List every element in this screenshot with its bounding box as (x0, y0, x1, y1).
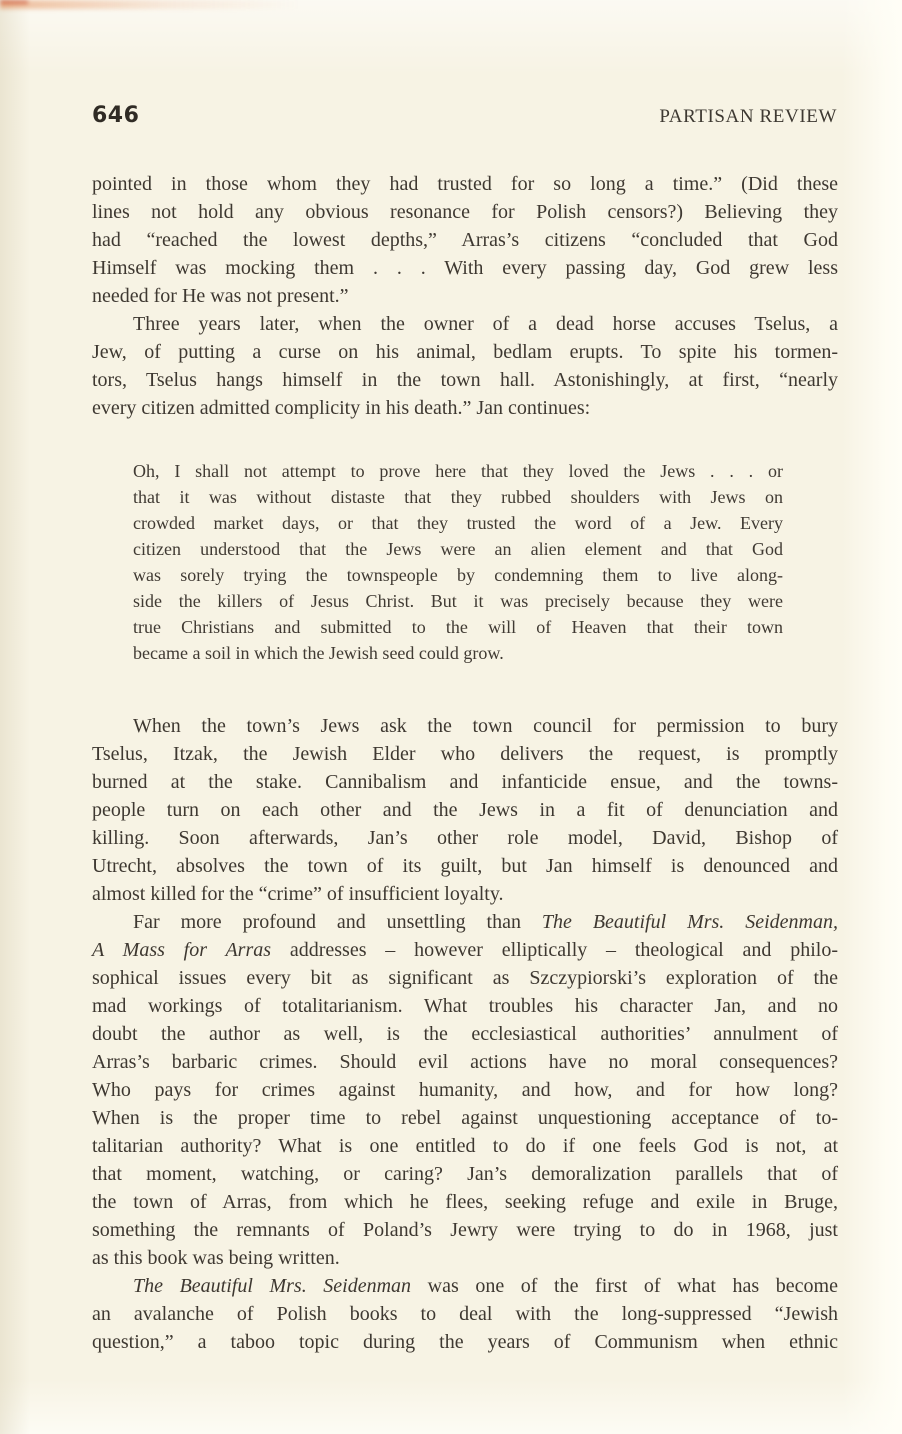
text-run: burned at the stake. Cannibalism and infanticide ensue, and the towns- (92, 771, 838, 793)
paragraph (92, 1272, 838, 1356)
text-line (92, 394, 838, 422)
journal-title: PARTISAN REVIEW (659, 106, 837, 127)
text-line (92, 1104, 838, 1132)
text-run: When is the proper time to rebel against unquestioning acceptance of to- (92, 1107, 838, 1129)
text-run: that moment, watching, or caring? Jan’s demoralization parallels that of (92, 1163, 838, 1185)
paragraph (92, 712, 838, 908)
text-run: Himself was mocking them . . . With every passing day, God grew less (92, 257, 838, 279)
text-line (92, 1020, 838, 1048)
text-line (92, 712, 838, 740)
text-run: When the town’s Jews ask the town council for permission to bury (133, 715, 838, 737)
text-line (92, 1188, 838, 1216)
page-number: 646 (92, 103, 140, 128)
text-run: talitarian authority? What is one entitled to do if one feels God is not, at (92, 1135, 838, 1157)
text-run: side the killers of Jesus Christ. But it was precisely because they were (133, 591, 783, 611)
text-line (92, 1132, 838, 1160)
text-line (92, 366, 838, 394)
text-line (92, 254, 838, 282)
text-line (92, 992, 838, 1020)
text-run: pointed in those whom they had trusted for so long a time.” (Did these (92, 173, 838, 195)
text-run: had “reached the lowest depths,” Arras’s citizens “concluded that God (92, 229, 838, 251)
text-run: doubt the author as well, is the ecclesiastical authorities’ annulment of (92, 1023, 838, 1045)
text-line (92, 282, 838, 310)
text-line (92, 768, 838, 796)
text-run: became a soil in which the Jewish seed could grow. (133, 643, 504, 663)
page-body (92, 170, 838, 1356)
text-line (92, 852, 838, 880)
text-line (133, 536, 783, 562)
text-line (92, 198, 838, 226)
italic-text-run: A Mass for Arras (92, 939, 272, 961)
text-line (133, 458, 783, 484)
text-line (92, 1272, 838, 1300)
text-run: as this book was being written. (92, 1247, 340, 1269)
text-line (92, 936, 838, 964)
text-line (92, 880, 838, 908)
text-line (92, 908, 838, 936)
text-line (133, 588, 783, 614)
text-line (92, 338, 838, 366)
text-line (92, 1216, 838, 1244)
text-run: the town of Arras, from which he flees, seeking refuge and exile in Bruge, (92, 1191, 838, 1213)
text-run: was sorely trying the townspeople by condemning them to live along- (133, 565, 783, 585)
text-line (92, 1328, 838, 1356)
text-run: something the remnants of Poland’s Jewry were trying to do in 1968, just (92, 1219, 838, 1241)
text-run: that it was without distaste that they rubbed shoulders with Jews on (133, 487, 783, 507)
text-line (92, 170, 838, 198)
text-run: mad workings of totalitarianism. What troubles his character Jan, and no (92, 995, 838, 1017)
text-run: almost killed for the “crime” of insufficient loyalty. (92, 883, 504, 905)
text-run: people turn on each other and the Jews in a fit of denunciation and (92, 799, 838, 821)
text-line (92, 1160, 838, 1188)
text-run: Tselus, Itzak, the Jewish Elder who delivers the request, is promptly (92, 743, 838, 765)
text-run: Who pays for crimes against humanity, and how, and for how long? (92, 1079, 838, 1101)
text-line (92, 1300, 838, 1328)
text-run: killing. Soon afterwards, Jan’s other role model, David, Bishop of (92, 827, 838, 849)
text-run: sophical issues every bit as significant as Szczypiorski’s exploration of the (92, 967, 838, 989)
text-line (92, 226, 838, 254)
text-run: needed for He was not present.” (92, 285, 349, 307)
running-head (92, 103, 838, 131)
text-line (92, 1076, 838, 1104)
paragraph (92, 908, 838, 1272)
text-run: true Christians and submitted to the will of Heaven that their town (133, 617, 783, 637)
scan-edge-artifact (0, 0, 300, 9)
text-line (92, 310, 838, 338)
text-run: Oh, I shall not attempt to prove here that they loved the Jews . . . or (133, 461, 783, 481)
text-run: lines not hold any obvious resonance for Polish censors?) Believing they (92, 201, 838, 223)
text-run: Jew, of putting a curse on his animal, bedlam erupts. To spite his tormen- (92, 341, 838, 363)
text-line (92, 964, 838, 992)
text-line (92, 740, 838, 768)
text-run: Utrecht, absolves the town of its guilt, but Jan himself is denounced and (92, 855, 838, 877)
text-line (133, 510, 783, 536)
paragraph (92, 310, 838, 422)
text-line (133, 640, 783, 666)
text-run: an avalanche of Polish books to deal with the long-suppressed “Jewish (92, 1303, 838, 1325)
text-run: Far more profound and unsettling than (133, 911, 542, 933)
text-run: question,” a taboo topic during the years of Communism when ethnic (92, 1331, 838, 1353)
italic-text-run: The Beautiful Mrs. Seidenman (133, 1275, 412, 1297)
text-line (92, 1048, 838, 1076)
italic-text-run: The Beautiful Mrs. Seidenman, (541, 911, 838, 933)
paragraph (92, 170, 838, 310)
text-run: tors, Tselus hangs himself in the town hall. Astonishingly, at first, “nearly (92, 369, 838, 391)
text-run: crowded market days, or that they trusted the word of a Jew. Every (133, 513, 783, 533)
text-run: addresses – however elliptically – theological and philo- (271, 939, 838, 961)
text-run: Three years later, when the owner of a dead horse accuses Tselus, a (133, 313, 838, 335)
text-line (92, 824, 838, 852)
text-line (133, 614, 783, 640)
text-line (133, 562, 783, 588)
text-line (133, 484, 783, 510)
text-line (92, 1244, 838, 1272)
text-run: every citizen admitted complicity in his death.” Jan continues: (92, 397, 591, 419)
text-run: was one of the first of what has become (411, 1275, 838, 1297)
block-quote (133, 458, 783, 666)
text-run: citizen understood that the Jews were an alien element and that God (133, 539, 783, 559)
text-line (92, 796, 838, 824)
text-run: Arras’s barbaric crimes. Should evil actions have no moral consequences? (92, 1051, 838, 1073)
